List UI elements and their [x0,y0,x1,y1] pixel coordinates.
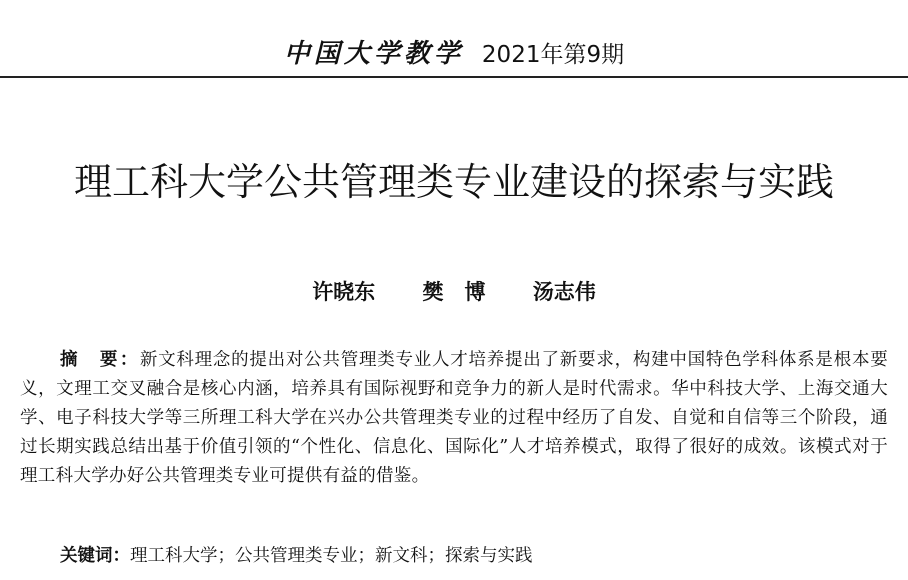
abstract-text: 新文科理念的提出对公共管理类专业人才培养提出了新要求，构建中国特色学科体系是根本要义，文理工交叉融合是核心内涵，培养具有国际视野和竞争力的新人是时代需求。华中科技大学、上海交通大学、电子科技大学等三所理工科大学在兴办公共管理类专业的过程中经历了自发、自觉和自信等三个阶段，通过长期实践总结出基于价值引领的“个性化、信息化、国际化”人才培养模式，取得了很好的成效。该模式对于理工科大学办好公共管理类专业可提供有益的借鉴。 [20,350,889,486]
journal-issue: 2021年第9期 [481,42,625,68]
keywords-label: 关键词： [60,546,130,566]
journal-name: 中国大学教学 [283,39,464,69]
abstract [20,346,888,491]
header-rule [0,76,908,78]
journal-line [0,34,908,75]
keywords [60,542,888,571]
article-title: 理工科大学公共管理类专业建设的探索与实践 [73,160,834,204]
abstract-label: 摘 要： [60,350,140,370]
journal-header [0,0,908,78]
keywords-text: 理工科大学；公共管理类专业；新文科；探索与实践 [130,546,533,566]
author-list [0,276,908,308]
author-2: 樊 博 [422,280,486,304]
author-1: 许晓东 [312,280,376,304]
author-3: 汤志伟 [532,280,596,304]
